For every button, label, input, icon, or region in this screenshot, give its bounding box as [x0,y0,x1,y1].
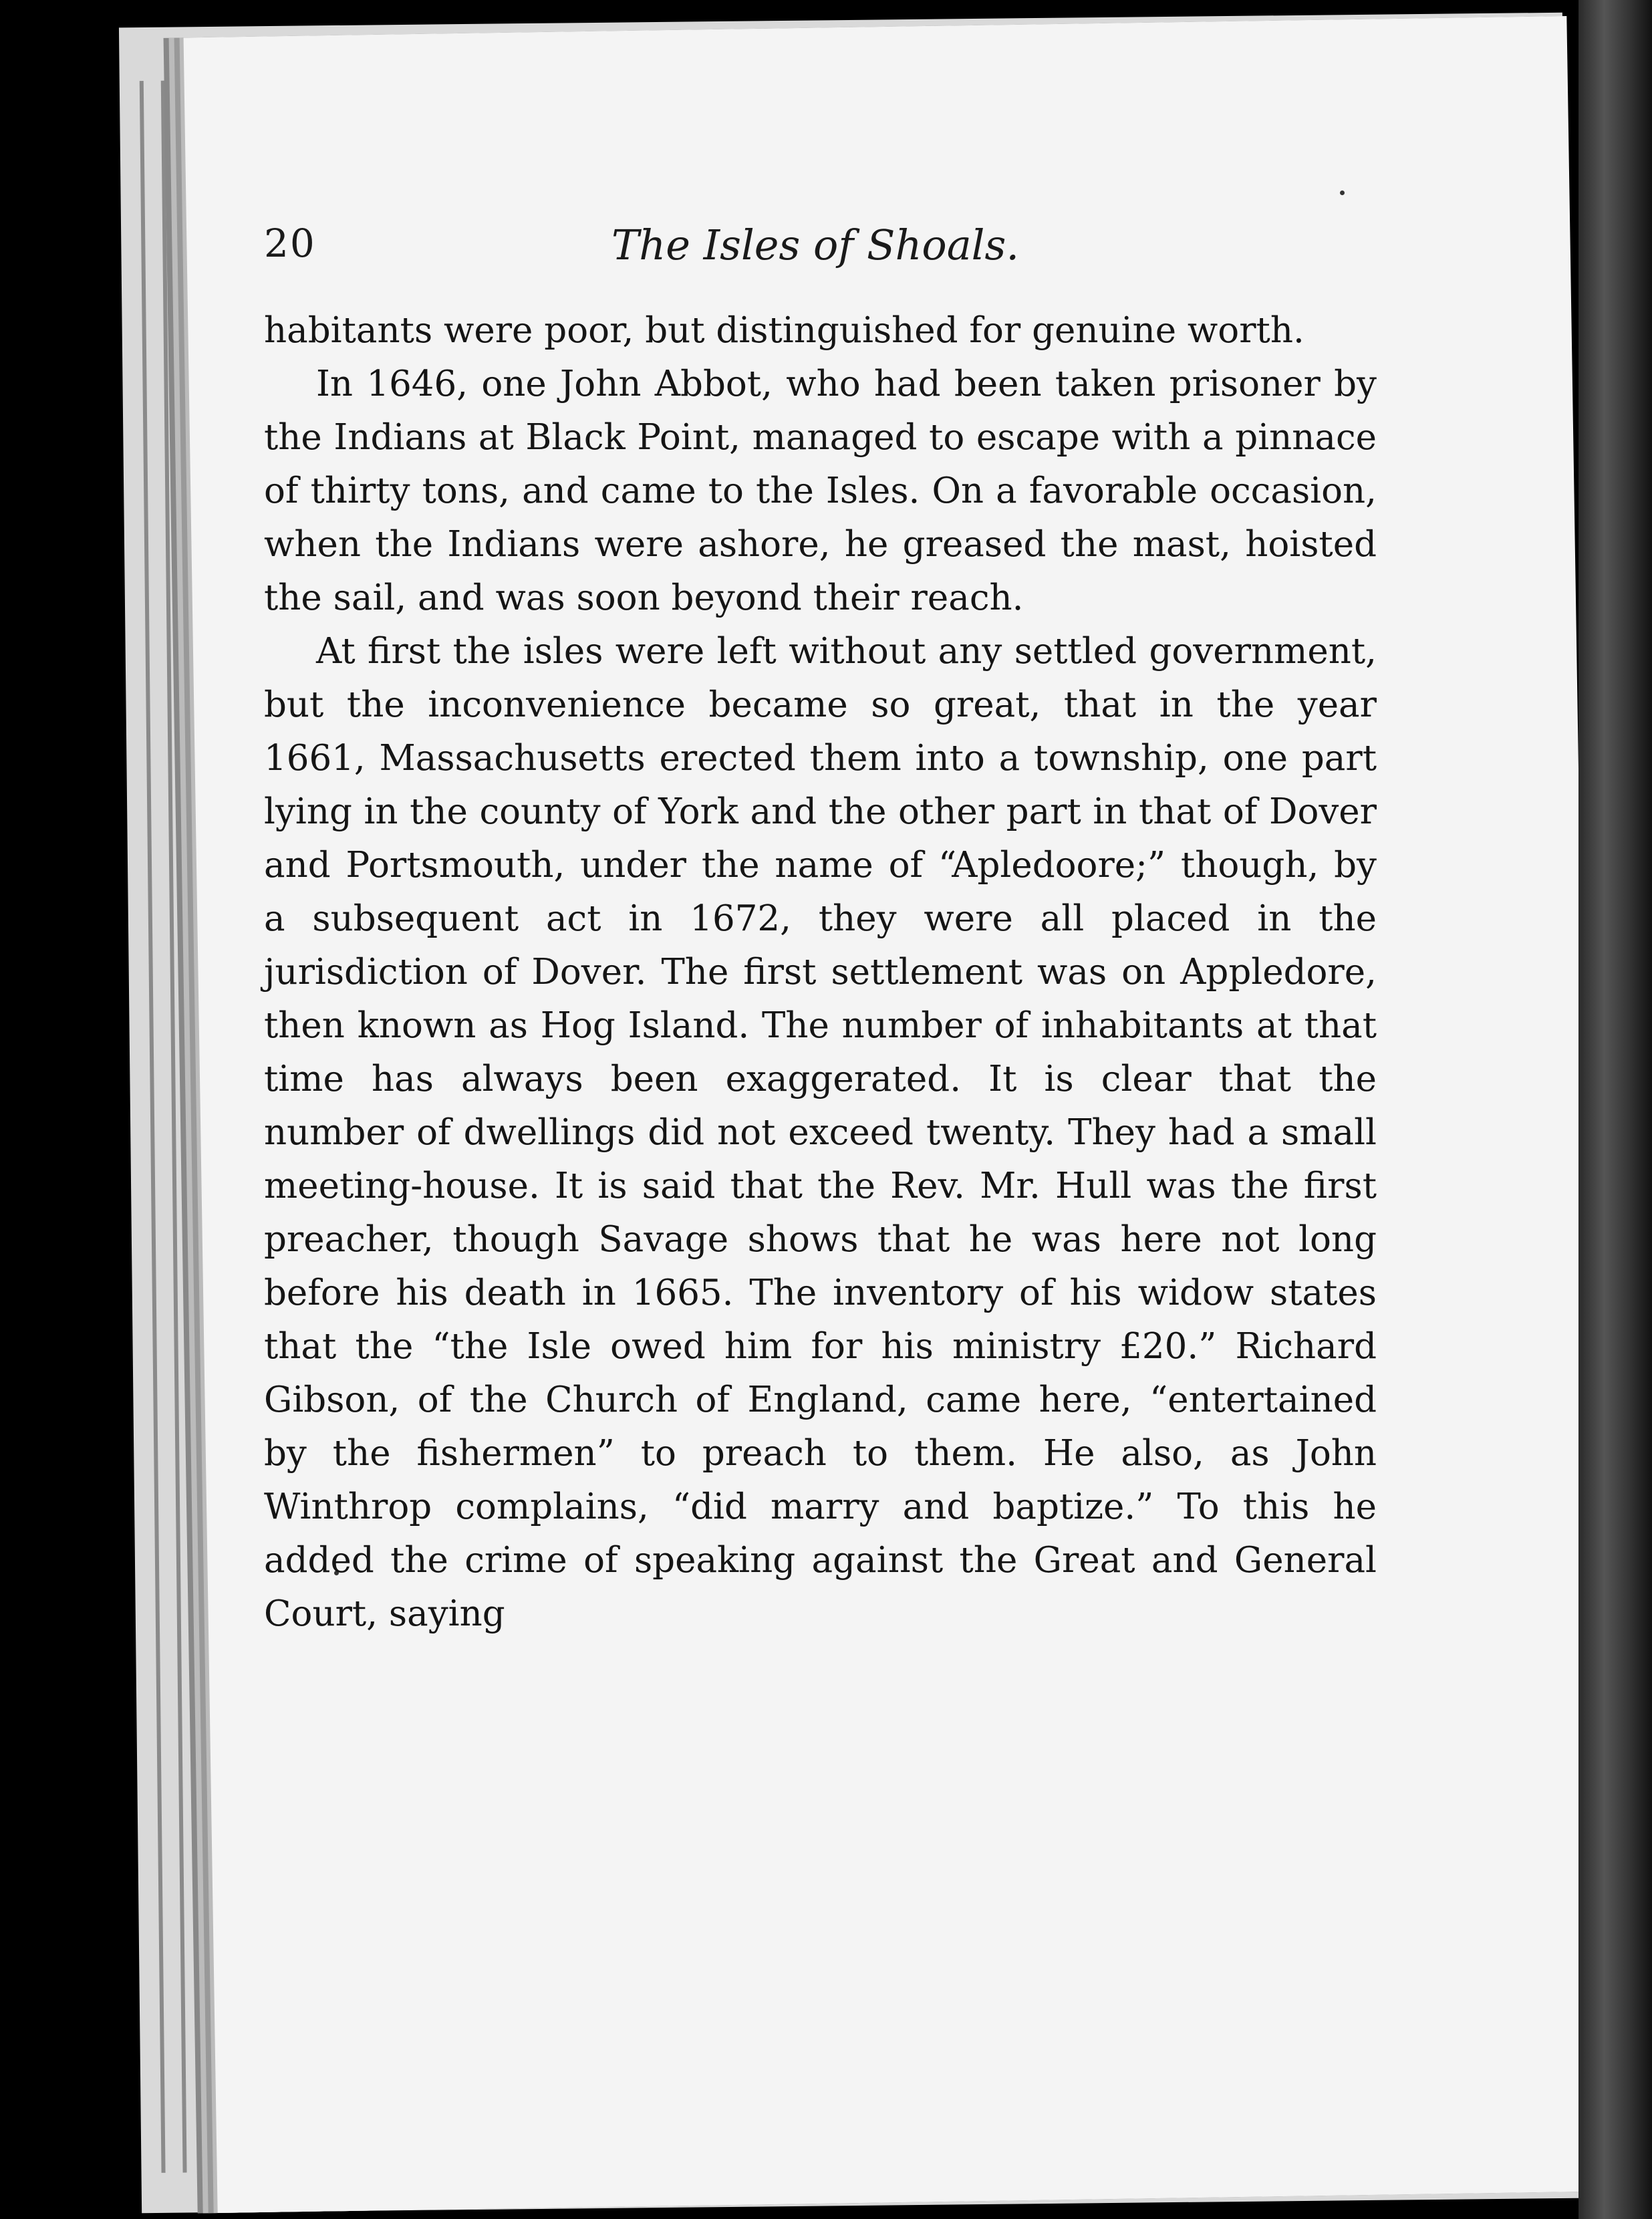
page-edge-line [140,81,166,2173]
binding-shadow [1578,0,1652,2219]
body-text [264,304,1377,1641]
paragraph: habitants were poor, but distinguished for genuine worth. [264,310,1304,351]
page-header [264,221,1367,281]
dust-speck [1340,190,1345,195]
page-number: 20 [264,221,316,266]
paragraph: In 1646, one John Abbot, who had been taken prisoner by the Indians at Black Point, managed to escape with a pinnace of thirty tons, and came to the Isles. On a favorable occasion, when the Indians were ashore, he greased the mast, hoisted the sail, and was soon beyond their reach. [264,364,1377,618]
paragraph: At first the isles were left without any settled government, but the inconvenience became so great, that in the year 1661, Massachusetts erected them into a township, one part lying in the county of York and the other part in that of Dover and Portsmouth, under the name of “Apledoore;” though, by a subsequent act in 1672, they were all placed in the jurisdiction of Dover. The first settlement was on Appledore, then known as Hog Island. The number of inhabitants at that time has always been exaggerated. It is clear that the number of dwellings did not exceed twenty. They had a small meeting-house. It is said that the Rev. Mr. Hull was the first preacher, though Savage shows that he was here not long before his death in 1665. The inventory of his widow states that the “the Isle owed him for his ministry £20.” Richard Gibson, of the Church of England, came here, “entertained by the fishermen” to preach to them. He also, as John Winthrop complains, “did marry and baptize.” To this he added the crime of speaking against the Great and General Court, saying [264,631,1377,1634]
running-title: The Isles of Shoals. [611,221,1020,269]
